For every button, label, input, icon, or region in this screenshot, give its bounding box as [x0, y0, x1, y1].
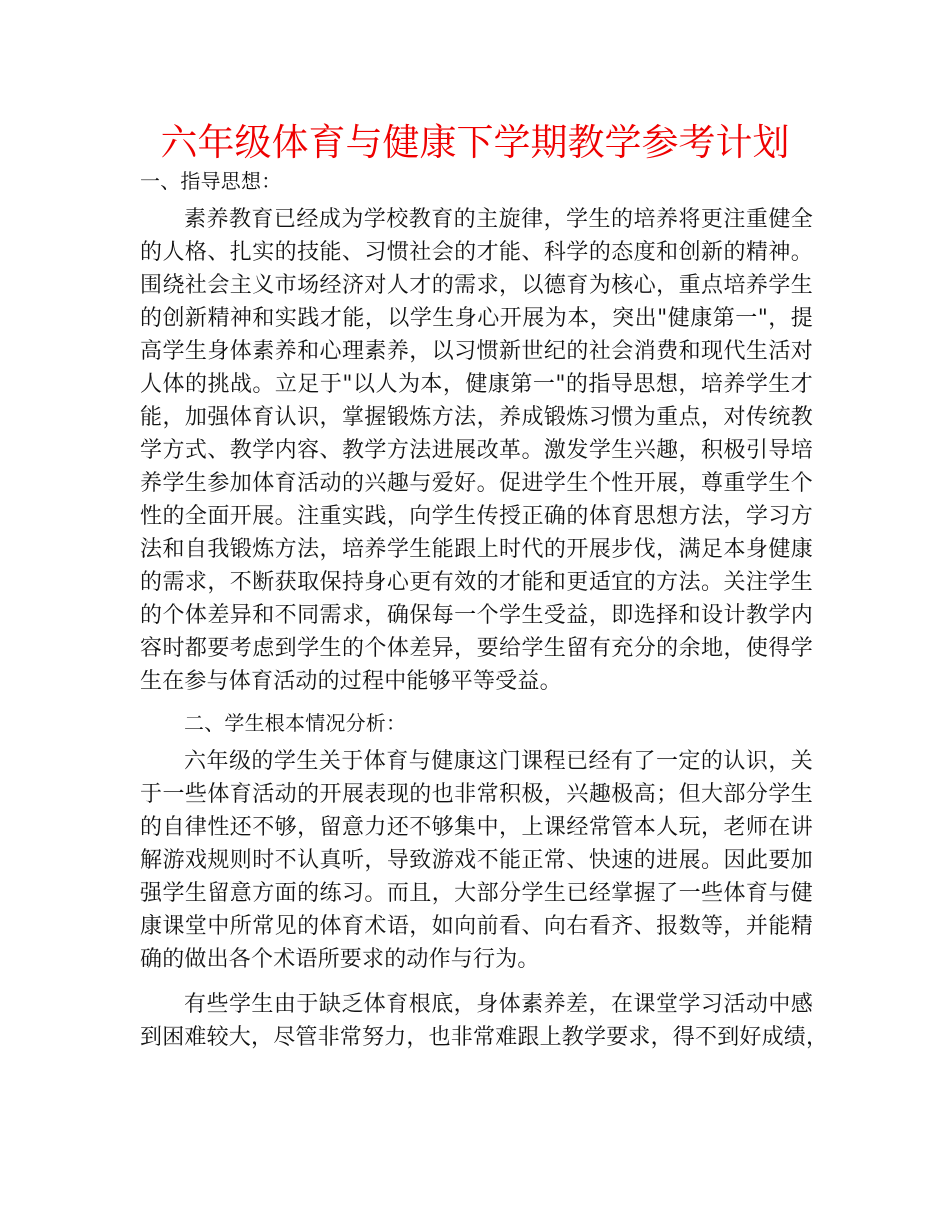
text-line: 康课堂中所常见的体育术语，如向前看、向右看齐、报数等，并能精 — [140, 914, 813, 939]
text-line: 的创新精神和实践才能，以学生身心开展为本，突出"健康第一"，提 — [140, 306, 813, 331]
section-heading-guiding-ideology: 一、指导思想： — [140, 169, 282, 193]
section-heading-student-analysis: 二、学生根本情况分析： — [184, 711, 407, 735]
text-line: 六年级的学生关于体育与健康这门课程已经有了一定的认识，关 — [184, 749, 813, 774]
text-line: 性的全面开展。注重实践，向学生传授正确的体育思想方法，学习方 — [140, 504, 813, 529]
document-body — [140, 163, 829, 1054]
text-line: 于一些体育活动的开展表现的也非常积极，兴趣极高；但大部分学生 — [140, 782, 813, 807]
text-line: 的人格、扎实的技能、习惯社会的才能、科学的态度和创新的精神。 — [140, 240, 813, 265]
document-title: 六年级体育与健康下学期教学参考计划 — [160, 121, 790, 164]
paragraph-guiding-ideology — [140, 199, 813, 698]
text-line: 的个体差异和不同需求，确保每一个学生受益，即选择和设计教学内 — [140, 603, 813, 628]
text-line: 的自律性还不够，留意力还不够集中，上课经常管本人玩，老师在讲 — [140, 815, 813, 840]
text-line: 有些学生由于缺乏体育根底，身体素养差，在课堂学习活动中感 — [184, 992, 813, 1017]
paragraph-weak-students — [140, 984, 829, 1054]
text-line: 确的做出各个术语所要求的动作与行为。 — [140, 947, 540, 972]
text-line: 人体的挑战。立足于"以人为本，健康第一"的指导思想，培养学生才 — [140, 372, 813, 397]
text-line: 到困难较大，尽管非常努力，也非常难跟上教学要求，得不到好成绩， — [140, 1025, 829, 1050]
text-line: 解游戏规则时不认真听，导致游戏不能正常、快速的进展。因此要加 — [140, 848, 813, 873]
text-line: 学方式、教学内容、教学方法进展改革。激发学生兴趣，积极引导培 — [140, 438, 813, 463]
text-line: 围绕社会主义市场经济对人才的需求，以德育为核心，重点培养学生 — [140, 273, 813, 298]
text-line: 生在参与体育活动的过程中能够平等受益。 — [140, 669, 562, 694]
text-line: 的需求，不断获取保持身心更有效的才能和更适宜的方法。关注学生 — [140, 570, 813, 595]
text-line: 容时都要考虑到学生的个体差异，要给学生留有充分的余地，使得学 — [140, 636, 813, 661]
paragraph-student-analysis — [140, 741, 813, 976]
text-line: 素养教育已经成为学校教育的主旋律，学生的培养将更注重健全 — [184, 207, 813, 232]
text-line: 养学生参加体育活动的兴趣与爱好。促进学生个性开展，尊重学生个 — [140, 471, 813, 496]
text-line: 法和自我锻炼方法，培养学生能跟上时代的开展步伐，满足本身健康 — [140, 537, 813, 562]
text-line: 强学生留意方面的练习。而且，大部分学生已经掌握了一些体育与健 — [140, 881, 813, 906]
text-line: 高学生身体素养和心理素养，以习惯新世纪的社会消费和现代生活对 — [140, 339, 813, 364]
text-line: 能，加强体育认识，掌握锻炼方法，养成锻炼习惯为重点，对传统教 — [140, 405, 813, 430]
